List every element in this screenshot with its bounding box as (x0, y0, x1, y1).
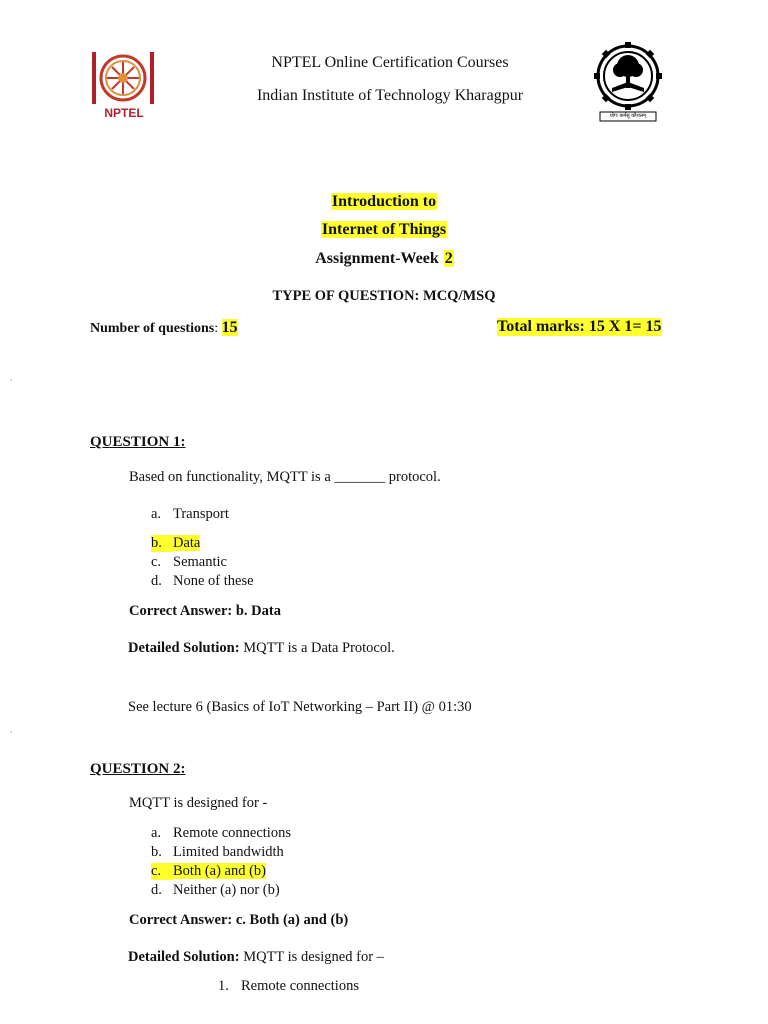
question-2-correct-answer: Correct Answer: c. Both (a) and (b) (129, 912, 349, 928)
header-line-1: NPTEL Online Certification Courses (271, 54, 509, 71)
question-1-option-c: c. Semantic (151, 554, 227, 570)
question-1-option-a: a. Transport (151, 506, 229, 522)
question-1-solution: Detailed Solution: MQTT is a Data Protocol. (128, 640, 395, 656)
question-1-reference: See lecture 6 (Basics of IoT Networking – Part II) @ 01:30 (128, 699, 472, 715)
question-2-option-d: d. Neither (a) nor (b) (151, 882, 280, 898)
iit-kgp-logo (594, 42, 662, 122)
margin-mark: , (10, 372, 13, 382)
iit-logo-motto: योगः कर्मसु कौशलम् (609, 113, 647, 119)
question-1-option-b: b. Data (151, 535, 201, 551)
question-1-heading: QUESTION 1: (90, 434, 186, 450)
question-2-heading: QUESTION 2: (90, 761, 186, 777)
title-line-2: Internet of Things (321, 221, 447, 238)
question-2-option-c: c. Both (a) and (b) (151, 863, 267, 879)
question-1-option-d: d. None of these (151, 573, 254, 589)
question-1-text: Based on functionality, MQTT is a _______ protocol. (129, 469, 441, 485)
question-2-solution: Detailed Solution: MQTT is designed for – (128, 949, 384, 965)
margin-mark-2: , (10, 724, 13, 734)
number-of-questions: Number of questions: 15 (90, 319, 238, 336)
assignment-week: Assignment-Week 2 (315, 250, 453, 267)
header-line-2: Indian Institute of Technology Kharagpur (256, 87, 524, 104)
question-2-option-b: b. Limited bandwidth (151, 844, 284, 860)
question-2-solution-item-1: 1. Remote connections (218, 978, 359, 994)
question-1-correct-answer: Correct Answer: b. Data (129, 603, 281, 619)
question-2-option-a: a. Remote connections (151, 825, 291, 841)
nptel-logo-text: NPTEL (104, 106, 144, 120)
question-2-text: MQTT is designed for - (129, 795, 268, 811)
total-marks: Total marks: 15 X 1= 15 (497, 318, 662, 335)
title-line-1: Introduction to (331, 193, 437, 210)
type-of-question: TYPE OF QUESTION: MCQ/MSQ (272, 288, 496, 304)
